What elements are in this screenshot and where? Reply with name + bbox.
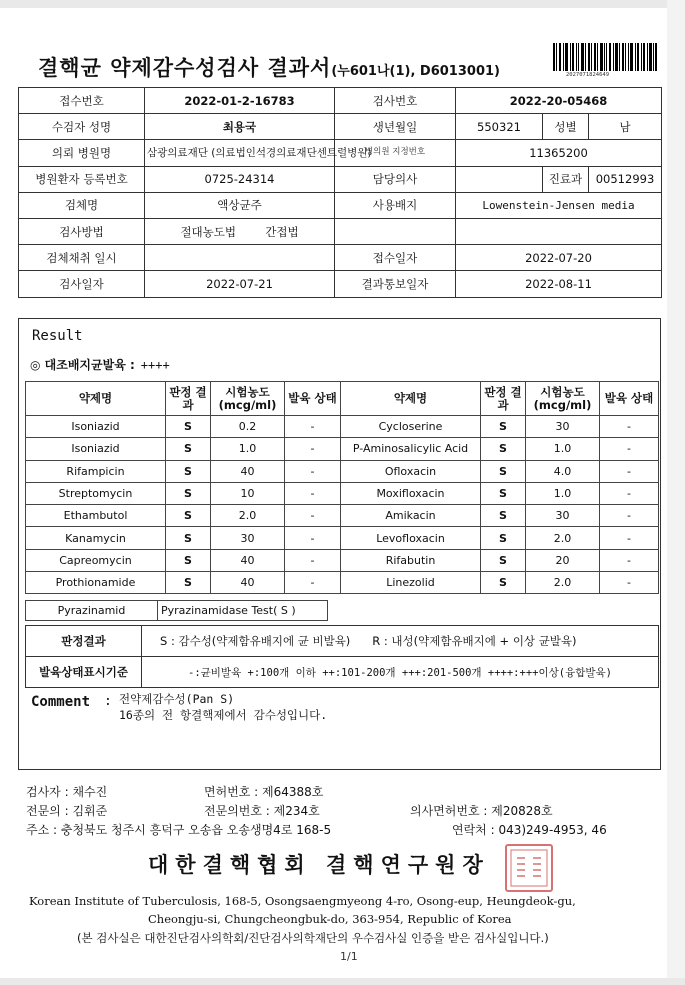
barcode-number: 2027071824649	[566, 72, 610, 78]
address: 주소 : 충청북도 청주시 흥덕구 오송읍 오송생명4로 168-5	[26, 823, 332, 837]
drug-row	[26, 527, 659, 549]
drug-name: Moxifloxacin	[341, 482, 481, 504]
drug-name: Streptomycin	[26, 482, 166, 504]
patient-info-table	[18, 87, 662, 298]
test-date-label: 검사일자	[19, 271, 145, 297]
viewer-scrollbar[interactable]	[667, 0, 685, 985]
growth-status: -	[285, 549, 341, 571]
drug-name: Linezolid	[341, 572, 481, 594]
judge-result: S	[481, 527, 526, 549]
judge-result: S	[166, 438, 211, 460]
growth-status: -	[600, 460, 659, 482]
patient-name: 최용국	[145, 114, 335, 140]
report-code: (누601나(1), D6013001)	[331, 64, 500, 79]
growth-status: -	[600, 438, 659, 460]
method-value	[145, 218, 335, 244]
receive-date-label: 접수일자	[335, 245, 456, 271]
drug-name: Kanamycin	[26, 527, 166, 549]
growth-status: -	[600, 416, 659, 438]
judge-legend	[142, 626, 659, 657]
viewer-bottom-bar	[0, 978, 685, 985]
drug-name: Ethambutol	[26, 505, 166, 527]
hospital-name: 삼광의료재단 (의료법인석경의료재단센트럴병원)	[145, 140, 335, 166]
legend-table	[25, 625, 659, 688]
header-conc-left: 시험농도 (mcg/ml)	[211, 382, 285, 416]
control-growth-value: ++++	[140, 358, 170, 372]
dob-value: 550321	[456, 114, 543, 140]
hosp-code: 11365200	[456, 140, 662, 166]
certification-note: (본 검사실은 대한진단검사의학회/진단검사의학재단의 우수검사실 인증을 받은 검사실입니다.)	[77, 931, 549, 945]
drug-name: Amikacin	[341, 505, 481, 527]
specialist-no: 전문의번호 : 제234호	[204, 804, 320, 818]
organization-name: 대한결핵협회 결핵연구원장	[148, 853, 490, 877]
growth-status: -	[600, 549, 659, 571]
comment-line-2: 16종의 전 항결핵제에서 감수성입니다.	[119, 708, 328, 722]
judge-legend-r: R : 내성(약제함유배지에 + 이상 균발육)	[372, 634, 577, 648]
receive-date: 2022-07-20	[456, 245, 662, 271]
growth-status: -	[285, 460, 341, 482]
collect-date-label: 검체채취 일시	[19, 245, 145, 271]
judge-result: S	[481, 416, 526, 438]
judge-result: S	[481, 549, 526, 571]
method-label: 검사방법	[19, 218, 145, 244]
test-no: 2022-20-05468	[456, 88, 662, 114]
growth-status: -	[600, 482, 659, 504]
test-concentration: 2.0	[526, 527, 600, 549]
drug-row	[26, 482, 659, 504]
test-concentration: 20	[526, 549, 600, 571]
comment-label: Comment	[31, 694, 91, 710]
test-concentration: 10	[211, 482, 285, 504]
hosp-code-label: 병의원 지정번호	[335, 140, 456, 166]
drug-row	[26, 438, 659, 460]
report-date-label: 결과통보일자	[335, 271, 456, 297]
address-en-2: Cheongju-si, Chungcheongbuk-do, 363-954, Republic of Korea	[148, 912, 512, 926]
method-2: 간접법	[265, 224, 299, 239]
growth-status: -	[600, 505, 659, 527]
dob-label: 생년월일	[335, 114, 456, 140]
method-extra	[335, 218, 456, 244]
drug-name: Cycloserine	[341, 416, 481, 438]
growth-status: -	[285, 572, 341, 594]
doctor-value	[456, 166, 543, 192]
drug-name: Rifabutin	[341, 549, 481, 571]
test-no-label: 검사번호	[335, 88, 456, 114]
address-en-1: Korean Institute of Tuberculosis, 168-5, Osongsaengmyeong 4-ro, Osong-eup, Heungdeok-gu,	[29, 894, 576, 908]
header-growth-right: 발육 상태	[600, 382, 659, 416]
official-seal	[505, 844, 553, 892]
control-growth-label: ◎ 대조배지균발육 :	[30, 358, 135, 372]
judge-result: S	[481, 482, 526, 504]
test-concentration: 1.0	[526, 482, 600, 504]
test-concentration: 4.0	[526, 460, 600, 482]
judge-result: S	[481, 438, 526, 460]
judge-legend-s: S : 감수성(약제함유배지에 균 비발육)	[160, 634, 351, 648]
header-drug-left: 약제명	[26, 382, 166, 416]
judge-result: S	[166, 416, 211, 438]
drug-name: Rifampicin	[26, 460, 166, 482]
test-date: 2022-07-21	[145, 271, 335, 297]
collect-date	[145, 245, 335, 271]
test-concentration: 30	[211, 527, 285, 549]
drug-row	[26, 549, 659, 571]
report-date: 2022-08-11	[456, 271, 662, 297]
growth-status: -	[285, 505, 341, 527]
pyrazinamid-table	[25, 600, 328, 621]
judge-result: S	[166, 572, 211, 594]
drug-name: P-Aminosalicylic Acid	[341, 438, 481, 460]
header-conc-right: 시험농도 (mcg/ml)	[526, 382, 600, 416]
comment-colon: :	[104, 694, 112, 709]
specialist: 전문의 : 김휘준	[26, 804, 108, 818]
test-concentration: 40	[211, 572, 285, 594]
test-concentration: 2.0	[526, 572, 600, 594]
method-extra-2	[456, 218, 662, 244]
viewer-top-bar	[0, 0, 685, 8]
test-concentration: 30	[526, 416, 600, 438]
tester: 검사자 : 채수진	[26, 785, 108, 799]
doctor-license-no: 의사면허번호 : 제20828호	[410, 804, 553, 818]
judge-result: S	[166, 460, 211, 482]
drug-name: Ofloxacin	[341, 460, 481, 482]
drug-row	[26, 416, 659, 438]
growth-status: -	[285, 527, 341, 549]
growth-status: -	[285, 438, 341, 460]
susceptibility-table	[25, 381, 659, 594]
license-no: 면허번호 : 제64388호	[204, 785, 324, 799]
growth-status: -	[285, 416, 341, 438]
test-concentration: 1.0	[211, 438, 285, 460]
comment-line-1: 전약제감수성(Pan S)	[119, 692, 235, 706]
doctor-label: 담당의사	[335, 166, 456, 192]
result-heading: Result	[32, 328, 83, 344]
header-growth-left: 발육 상태	[285, 382, 341, 416]
receipt-no: 2022-01-2-16783	[145, 88, 335, 114]
report-title: 결핵균 약제감수성검사 결과서(누601나(1), D6013001)	[38, 56, 500, 80]
hospital-label: 의뢰 병원명	[19, 140, 145, 166]
patient-label: 수검자 성명	[19, 114, 145, 140]
drug-name: Isoniazid	[26, 416, 166, 438]
drug-name: Isoniazid	[26, 438, 166, 460]
media-value: Lowenstein-Jensen media	[456, 192, 662, 218]
growth-status: -	[600, 572, 659, 594]
receipt-no-label: 접수번호	[19, 88, 145, 114]
drug-name: Levofloxacin	[341, 527, 481, 549]
sex-label: 성별	[543, 114, 589, 140]
sex-value: 남	[589, 114, 662, 140]
drug-name: Prothionamide	[26, 572, 166, 594]
growth-status: -	[600, 527, 659, 549]
barcode-image	[553, 43, 657, 71]
media-label: 사용배지	[335, 192, 456, 218]
judge-result: S	[166, 482, 211, 504]
header-drug-right: 약제명	[341, 382, 481, 416]
specimen-label: 검체명	[19, 192, 145, 218]
test-concentration: 30	[526, 505, 600, 527]
reg-no: 0725-24314	[145, 166, 335, 192]
dept-label: 진료과	[543, 166, 589, 192]
header-judge-right: 판정 결과	[481, 382, 526, 416]
growth-status: -	[285, 482, 341, 504]
drug-row	[26, 572, 659, 594]
growth-legend-label: 발육상태표시기준	[26, 657, 142, 688]
judge-legend-label: 판정결과	[26, 626, 142, 657]
growth-legend: -:균비발육 +:100개 이하 ++:101-200개 +++:201-500개 ++++:+++이상(융합발육)	[142, 657, 659, 688]
judge-result: S	[166, 527, 211, 549]
judge-result: S	[166, 549, 211, 571]
drug-row	[26, 505, 659, 527]
contact: 연락처 : 043)249-4953, 46	[452, 823, 607, 837]
test-concentration: 0.2	[211, 416, 285, 438]
test-concentration: 40	[211, 460, 285, 482]
dept-value: 00512993	[589, 166, 662, 192]
drug-row	[26, 460, 659, 482]
header-judge-left: 판정 결과	[166, 382, 211, 416]
judge-result: S	[481, 572, 526, 594]
control-growth	[30, 356, 170, 373]
test-concentration: 40	[211, 549, 285, 571]
method-1: 절대농도법	[180, 224, 236, 239]
judge-result: S	[481, 505, 526, 527]
pza-label: Pyrazinamid	[26, 601, 158, 621]
reg-no-label: 병원환자 등록번호	[19, 166, 145, 192]
test-concentration: 2.0	[211, 505, 285, 527]
pza-value: Pyrazinamidase Test( S )	[158, 601, 328, 621]
page-number: 1/1	[340, 950, 358, 963]
test-concentration: 1.0	[526, 438, 600, 460]
specimen-value: 액상균주	[145, 192, 335, 218]
judge-result: S	[166, 505, 211, 527]
judge-result: S	[481, 460, 526, 482]
drug-name: Capreomycin	[26, 549, 166, 571]
